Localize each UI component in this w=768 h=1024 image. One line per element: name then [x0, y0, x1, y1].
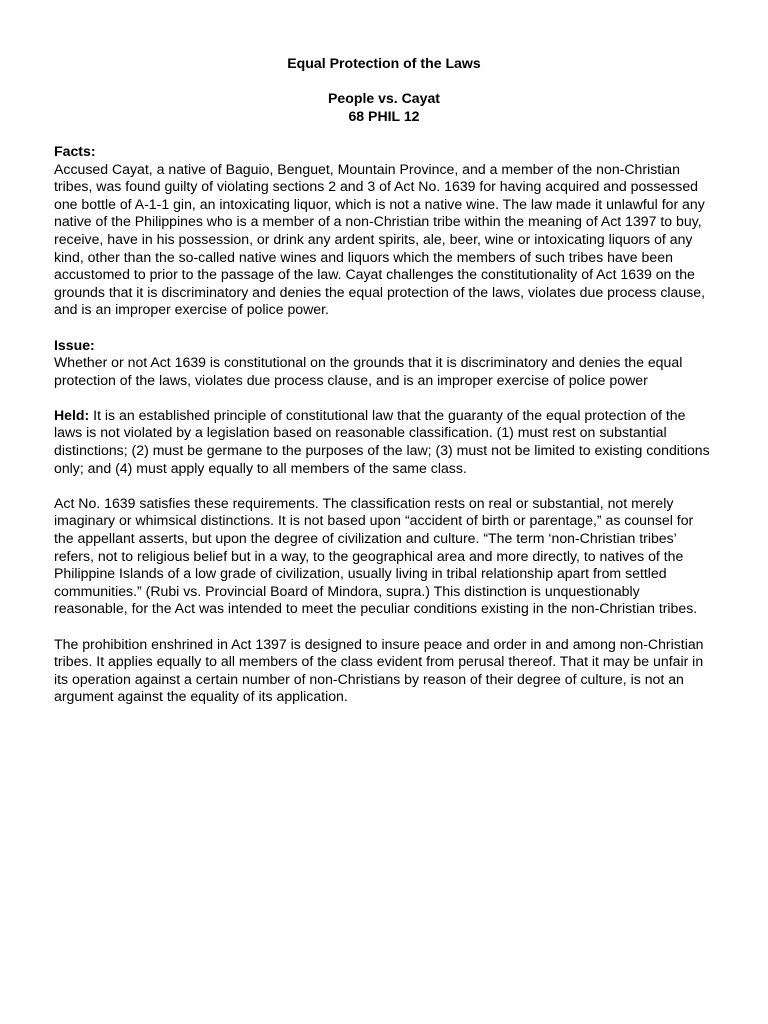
facts-section — [54, 143, 714, 319]
issue-text: Whether or not Act 1639 is constitutional on the grounds that it is discriminatory and denies the equal protection of the laws, violates due process clause, and is an improper exercise of police power — [54, 354, 683, 388]
case-name: People vs. Cayat — [327, 90, 441, 107]
case-citation: 68 PHIL 12 — [348, 107, 420, 124]
held-heading: Held: — [54, 406, 90, 423]
facts-text: Accused Cayat, a native of Baguio, Benguet, Mountain Province, and a member of the non-Christian tribes, was found guilty of violating sections 2 and 3 of Act No. 1639 for having acquired and possessed one bottle of A-1-1 gin, an intoxicating liquor, which is not a native wine. The law made it unlawful for any native of the Philippines who is a member of a non-Christian tribe within the meaning of Act 1397 to buy, receive, have in his possession, or drink any ardent spirits, ale, beer, wine or intoxicating liquors of any kind, other than the so-called native wines and liquors which the members of such tribes have been accustomed to prior to the passage of the law. Cayat challenges the constitutionality of Act 1639 on the grounds that it is discriminatory and denies the equal protection of the laws, violates due process clause, and is an improper exercise of police power. — [54, 160, 706, 318]
held-text: It is an established principle of constitutional law that the guaranty of the equal protection of the laws is not violated by a legislation based on reasonable classification. (1) must rest on substantial distinctions; (2) must be germane to the purposes of the law; (3) must not be limited to existing conditions only; and (4) must apply equally to all members of the same class. — [54, 406, 710, 476]
facts-heading: Facts: — [54, 142, 96, 159]
prohibition-paragraph: The prohibition enshrined in Act 1397 is designed to insure peace and order in and among non-Christian tribes. It applies equally to all members of the class evident from perusal thereof. That it may be unfair in its operation against a certain number of non-Christians by reason of their degree of culture, is not an argument against the equality of its application. — [54, 635, 704, 705]
held-section — [54, 407, 714, 477]
held-paragraph — [54, 407, 714, 477]
document-title: Equal Protection of the Laws — [287, 55, 481, 71]
classification-paragraph: Act No. 1639 satisfies these requirements. The classification rests on real or substantial, not merely imaginary or whimsical distinctions. It is not based upon “accident of birth or parentage,” as counsel for the appellant asserts, but upon the degree of civilization and culture. “The term ‘non-Christian tribes’ refers, not to religious belief but in a way, to the geographical area and more directly, to natives of the Philippine Islands of a low grade of civilization, usually living in tribal relationship apart from settled communities.” (Rubi vs. Provincial Board of Mindora, supra.) This distinction is unquestionably reasonable, for the Act was intended to meet the peculiar conditions existing in the non-Christian tribes. — [54, 494, 698, 617]
issue-section — [54, 337, 714, 390]
issue-heading: Issue: — [54, 336, 95, 353]
document-body — [54, 55, 714, 706]
